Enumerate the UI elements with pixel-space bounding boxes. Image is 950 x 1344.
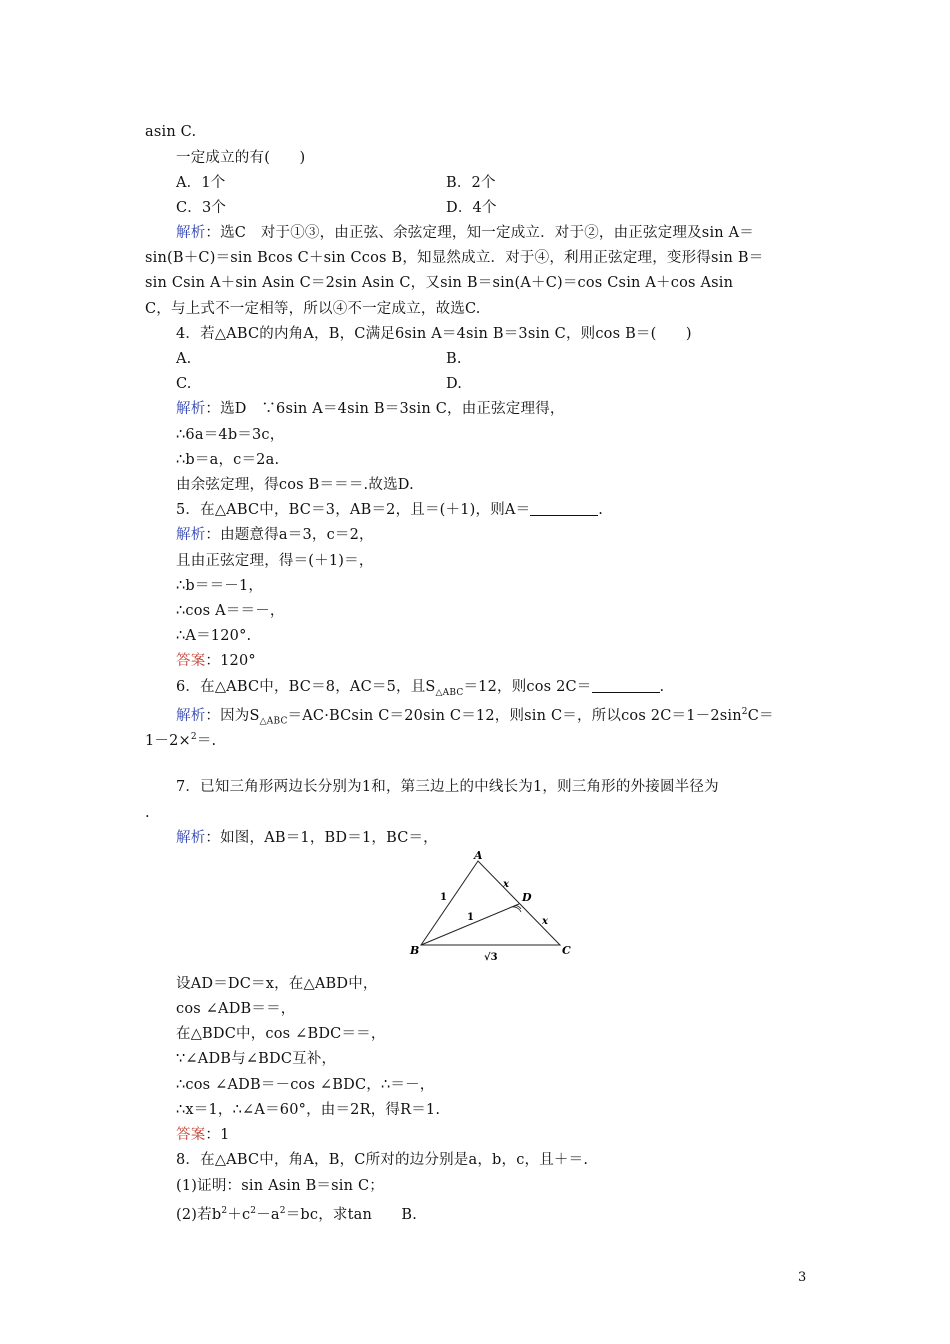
angle-mark-d (511, 907, 521, 912)
answer-blank (530, 501, 598, 516)
text-line: ∴b＝＝－1， (176, 578, 264, 594)
analysis-label: 解析 (176, 401, 206, 417)
text-line: 解析：选D ∵6sin A＝4sin B＝3sin C，由正弦定理得， (176, 401, 565, 417)
vertex-label-b: B (410, 944, 420, 957)
text-line: 由余弦定理，得cos B＝＝＝.故选D. (176, 477, 414, 493)
text-line: ∴cos ∠ADB＝－cos ∠BDC，∴＝－， (176, 1077, 435, 1093)
text-line: 解析：如图，AB＝1，BD＝1，BC＝， (176, 830, 438, 846)
question-4: 4．若△ABC的内角A，B，C满足6sin A＝4sin B＝3sin C，则cos B＝( ) (176, 326, 692, 342)
question-8: 8．在△ABC中，角A，B，C所对的边分别是a，b，c，且＋＝. (176, 1152, 589, 1168)
analysis-label: 解析 (176, 830, 206, 846)
text-line: 1－2×$^2$＝. (145, 732, 217, 749)
question-6: 6．在△ABC中，BC＝8，AC＝5，且$S_{\triangle ABC}=12$，则cos 2C＝ . (176, 679, 665, 698)
text-line: ∴cos A＝＝－， (176, 603, 285, 619)
option-c: C．3个 (176, 200, 227, 216)
text-line: 一定成立的有( ) (176, 150, 306, 166)
side-label-ab: 1 (440, 892, 447, 903)
option-d: D．4个 (446, 200, 497, 216)
text-line: 解析：因为$S_{\triangle ABC}=AC\cdot BCsin$ C＝20sin C＝12，则sin C＝，所以$\cos 2C=1-2\sin^2C=$ (176, 707, 774, 727)
option-a: A. (176, 351, 192, 367)
median-bd (421, 904, 519, 945)
side-label-bc: √3 (484, 952, 498, 963)
option-b: B. (446, 351, 462, 367)
vertex-label-c: C (562, 944, 571, 957)
text-line: . (145, 805, 150, 821)
text-line: (2)若$b^2+c^2-a^2=bc$，求tan B. (176, 1206, 418, 1223)
text-line: ∴x＝1，∴∠A＝60°，由＝2R，得R＝1. (176, 1102, 441, 1118)
text-line: (1)证明：sin Asin B＝sin C； (176, 1178, 384, 1194)
answer-label: 答案 (176, 653, 206, 669)
analysis-label: 解析 (176, 225, 206, 241)
vertex-label-a: A (474, 849, 483, 862)
analysis-label: 解析 (176, 527, 206, 543)
text-line: ∴6a＝4b＝3c， (176, 427, 285, 443)
answer-blank (592, 678, 660, 693)
side-label-dc: x (542, 916, 548, 927)
text-line: 在△BDC中，cos ∠BDC＝＝， (176, 1026, 386, 1042)
option-a: A．1个 (176, 175, 226, 191)
vertex-label-d: D (522, 891, 532, 904)
triangle-abc (421, 861, 560, 945)
text-line: sin Csin A＋sin Asin C＝2sin Asin C，又sin B＝sin(A＋C)＝cos Csin A＋cos Asin (145, 275, 734, 291)
text-line: ∵∠ADB与∠BDC互补， (176, 1051, 337, 1067)
text-line: 解析：选C 对于①③，由正弦、余弦定理，知一定成立．对于②，由正弦定理及sin A＝ (176, 225, 754, 241)
text-line: sin(B＋C)＝sin Bcos C＋sin Ccos B，知显然成立．对于④，利用正弦定理，变形得sin B＝ (145, 250, 764, 266)
page-number: 3 (798, 1270, 807, 1285)
text-line: ∴A＝120°. (176, 628, 252, 644)
analysis-label: 解析 (176, 707, 206, 724)
option-c: C. (176, 376, 192, 392)
question-5: 5．在△ABC中，BC＝3，AB＝2，且＝(＋1)，则A＝ . (176, 502, 604, 518)
text-line: 且由正弦定理，得＝(＋1)＝， (176, 553, 374, 569)
text-line: 答案：1 (176, 1127, 230, 1143)
text-line: ∴b＝a，c＝2a. (176, 452, 280, 468)
text-line: asin C. (145, 124, 197, 140)
answer-label: 答案 (176, 1127, 206, 1143)
triangle-figure (405, 848, 585, 966)
option-b: B．2个 (446, 175, 496, 191)
option-d: D. (446, 376, 463, 392)
text-line: 答案：120° (176, 653, 256, 669)
text-line: 设AD＝DC＝x，在△ABD中， (176, 976, 378, 992)
text-line: cos ∠ADB＝＝， (176, 1001, 296, 1017)
text-line: 解析：由题意得a＝3，c＝2， (176, 527, 374, 543)
text-line: C，与上式不一定相等，所以④不一定成立，故选C. (145, 301, 481, 317)
side-label-ad: x (503, 879, 509, 890)
side-label-bd: 1 (467, 912, 474, 923)
question-7: 7．已知三角形两边长分别为1和，第三边上的中线长为1，则三角形的外接圆半径为 (176, 779, 719, 795)
